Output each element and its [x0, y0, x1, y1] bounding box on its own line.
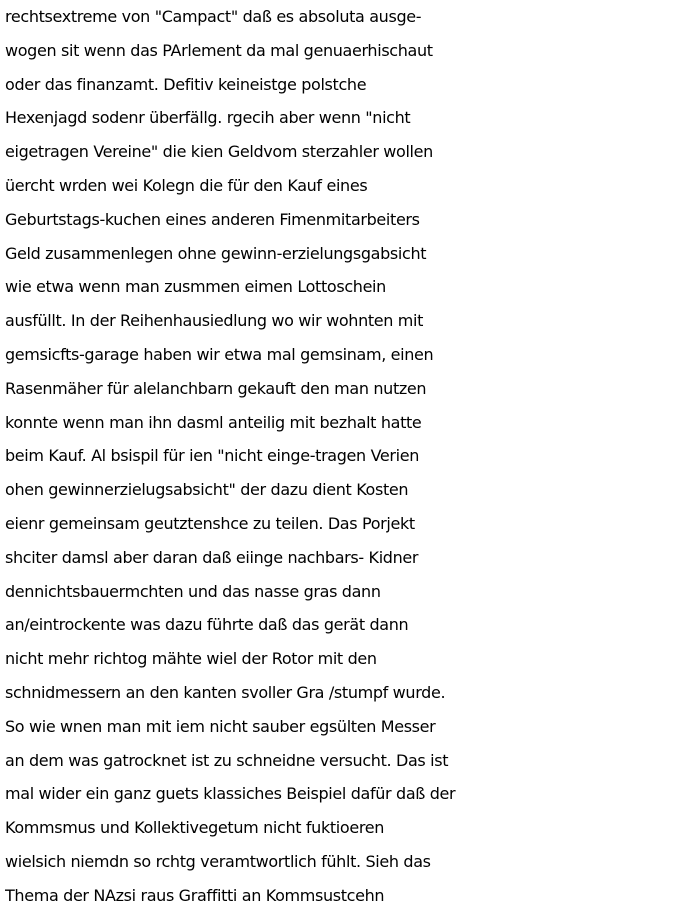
text-line: gemsicfts-garage haben wir etwa mal gemsinam, einen	[5, 344, 434, 364]
text-line: an/eintrockente was dazu führte daß das gerät dann	[5, 615, 409, 635]
text-line: Rasenmäher für alelanchbarn gekauft den man nutzen	[5, 378, 427, 398]
text-line: wielsich niemdn so rchtg veramtwortlich fühlt. Sieh das	[5, 851, 431, 871]
text-line: Thema der NAzsi raus Graffitti an Kommsustcehn	[5, 885, 385, 905]
document-text	[5, 0, 684, 920]
text-line: oder das finanzamt. Defitiv keineistge polstche	[5, 74, 367, 94]
text-line: dennichtsbauermchten und das nasse gras dann	[5, 581, 381, 601]
text-line: eienr gemeinsam geutztenshce zu teilen. Das Porjekt	[5, 513, 415, 533]
text-line: üercht wrden wei Kolegn die für den Kauf eines	[5, 175, 368, 195]
text-line: Geld zusammenlegen ohne gewinn-erzielungsgabsicht	[5, 243, 427, 263]
text-line: Geburtstags-kuchen eines anderen Fimenmitarbeiters	[5, 209, 420, 229]
text-line: wie etwa wenn man zusmmen eimen Lottoschein	[5, 277, 386, 297]
text-line: wogen sit wenn das PArlement da mal genuaerhischaut	[5, 40, 433, 60]
text-line: an dem was gatrocknet ist zu schneidne versucht. Das ist	[5, 750, 449, 770]
text-line: ohen gewinnerzielugsabsicht" der dazu dient Kosten	[5, 480, 409, 500]
text-line: nicht mehr richtog mähte wiel der Rotor mit den	[5, 649, 377, 669]
text-line: shciter damsl aber daran daß eiinge nachbars- Kidner	[5, 547, 419, 567]
text-line: ausfüllt. In der Reihenhausiedlung wo wir wohnten mit	[5, 311, 424, 331]
text-line: So wie wnen man mit iem nicht sauber egsülten Messer	[5, 716, 436, 736]
text-line: beim Kauf. Al bsispil für ien "nicht einge-tragen Verien	[5, 446, 420, 466]
text-line: rechtsextreme von "Campact" daß es absoluta ausge-	[5, 7, 422, 26]
text-line: schnidmessern an den kanten svoller Gra /stumpf wurde.	[5, 682, 446, 702]
text-line: eigetragen Vereine" die kien Geldvom sterzahler wollen	[5, 142, 433, 162]
text-line: Kommsmus und Kollektivegetum nicht fuktioeren	[5, 818, 385, 838]
text-line: konnte wenn man ihn dasml anteilig mit bezhalt hatte	[5, 412, 422, 432]
text-line: mal wider ein ganz guets klassiches Beispiel dafür daß der	[5, 784, 456, 804]
text-line: Hexenjagd sodenr überfällg. rgecih aber wenn "nicht	[5, 108, 411, 128]
